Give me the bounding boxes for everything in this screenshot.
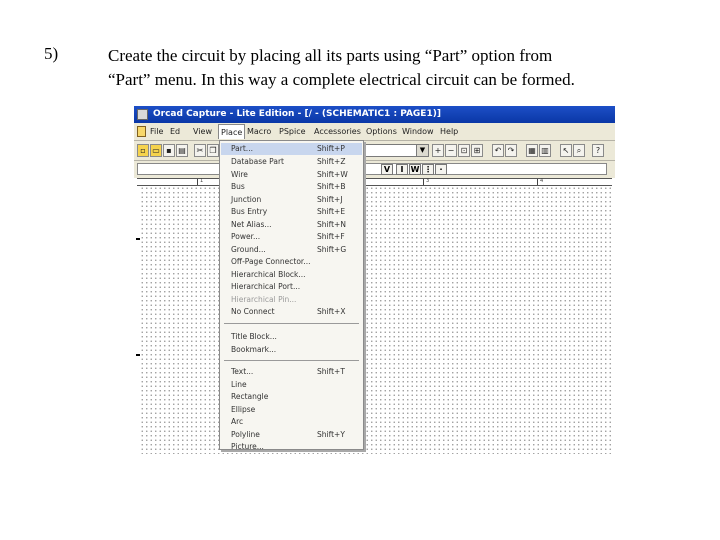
menu-item-polyline[interactable]: Polyline Shift+Y (231, 429, 345, 439)
menu-options[interactable]: Options (366, 127, 397, 136)
document-icon (137, 126, 146, 137)
menu-item-power[interactable]: Power... Shift+F (231, 232, 345, 241)
window-title: Orcad Capture - Lite Edition - [/ - (SCHEMATIC1 : PAGE1)] (153, 109, 441, 119)
menu-accessories[interactable]: Accessories (314, 127, 361, 136)
menu-separator (224, 360, 359, 361)
marker-options-icon[interactable]: ⋮ (424, 165, 432, 174)
menu-edit[interactable]: Ed (170, 127, 181, 136)
property-field[interactable] (137, 163, 607, 175)
current-marker-button[interactable]: I (396, 164, 408, 175)
menu-item-part[interactable]: Part... Shift+P (221, 143, 362, 155)
zoom-icon[interactable]: ⌕ (573, 144, 585, 157)
zoom-in-icon[interactable]: + (432, 144, 444, 157)
step-text-line-1: Create the circuit by placing all its parts using “Part” option from (108, 46, 553, 65)
copy-icon[interactable]: ❐ (207, 144, 219, 157)
menu-separator (224, 323, 359, 324)
menu-item-bus[interactable]: Bus Shift+B (231, 182, 346, 191)
menu-item-picture[interactable]: Picture... (231, 442, 264, 451)
step-number: 5) (44, 44, 59, 63)
chevron-down-icon[interactable]: ▼ (416, 145, 428, 156)
part-selector[interactable] (364, 144, 429, 157)
menu-pspice[interactable]: PSpice (279, 127, 306, 136)
menu-item-net-alias[interactable]: Net Alias... Shift+N (231, 219, 346, 229)
marker-clear-icon[interactable]: · (435, 164, 447, 175)
step-text-line-2: “Part” menu. In this way a complete electrical circuit can be formed. (108, 70, 575, 89)
ruler-label: 3 (426, 178, 430, 184)
menu-item-off-page-connector[interactable]: Off-Page Connector... (231, 257, 311, 266)
menu-item-bookmark[interactable]: Bookmark... (231, 344, 277, 354)
menu-item-hierarchical-block[interactable]: Hierarchical Block... (231, 269, 306, 279)
title-bar (134, 106, 615, 123)
menu-item-ground[interactable]: Ground... Shift+G (231, 244, 347, 254)
print-icon[interactable]: ▤ (176, 144, 188, 157)
menu-macro[interactable]: Macro (247, 127, 272, 136)
ruler-tick (197, 179, 198, 185)
place-menu-dropdown (219, 140, 364, 450)
open-icon[interactable]: ▭ (150, 144, 162, 157)
main-toolbar (134, 141, 615, 161)
menu-item-hierarchical-pin: Hierarchical Pin... (231, 294, 297, 304)
menu-item-no-connect[interactable]: No Connect Shift+X (231, 307, 346, 316)
menu-item-ellipse[interactable]: Ellipse (231, 404, 256, 414)
menu-view[interactable]: View (193, 127, 212, 136)
ruler-tick (537, 179, 538, 185)
orcad-screenshot (134, 106, 615, 454)
pointer-icon[interactable]: ↖ (560, 144, 572, 157)
schematic-canvas[interactable] (140, 186, 612, 454)
menu-place[interactable]: Place (218, 124, 245, 139)
zoom-out-icon[interactable]: − (445, 144, 457, 157)
menu-item-wire[interactable]: Wire Shift+W (231, 169, 348, 179)
app-icon (137, 109, 148, 120)
menu-bar (134, 123, 615, 141)
new-icon[interactable]: ▫ (137, 144, 149, 157)
undo-icon[interactable]: ↶ (492, 144, 504, 157)
zoom-area-icon[interactable]: ⊡ (458, 144, 470, 157)
sub-toolbar (134, 161, 615, 178)
menu-item-line[interactable]: Line (231, 379, 247, 389)
redo-icon[interactable]: ↷ (505, 144, 517, 157)
menu-item-database-part[interactable]: Database Part Shift+Z (231, 157, 346, 166)
menu-item-rectangle[interactable]: Rectangle (231, 392, 269, 401)
menu-item-title-block[interactable]: Title Block... (231, 332, 277, 341)
ruler-label: 1 (200, 178, 204, 184)
ruler-tick (423, 179, 424, 185)
save-icon[interactable]: ▪ (163, 144, 175, 157)
menu-window[interactable]: Window (402, 127, 434, 136)
voltage-marker-button[interactable]: V (381, 164, 393, 175)
menu-item-text[interactable]: Text... Shift+T (231, 367, 345, 376)
print-preview-icon[interactable]: ▥ (539, 144, 551, 157)
menu-item-junction[interactable]: Junction Shift+J (231, 194, 343, 204)
menu-file[interactable]: File (150, 127, 164, 136)
menu-item-arc[interactable]: Arc (231, 417, 244, 426)
zoom-all-icon[interactable]: ⊞ (471, 144, 483, 157)
ruler-label: 4 (540, 178, 544, 184)
paste-icon[interactable]: ▦ (526, 144, 538, 157)
step-text (108, 44, 688, 92)
ruler (137, 178, 612, 186)
cut-icon[interactable]: ✂ (194, 144, 206, 157)
help-icon[interactable]: ? (592, 144, 604, 157)
menu-item-bus-entry[interactable]: Bus Entry Shift+E (231, 207, 346, 216)
power-marker-button[interactable]: W (410, 165, 420, 174)
menu-item-hierarchical-port[interactable]: Hierarchical Port... (231, 282, 301, 291)
menu-help[interactable]: Help (440, 127, 459, 136)
